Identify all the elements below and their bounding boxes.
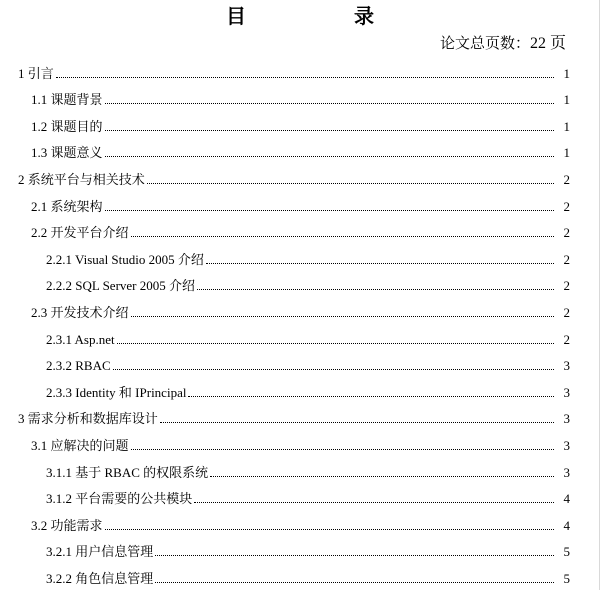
toc-entry[interactable]	[0, 244, 600, 271]
dot-leader	[105, 156, 554, 157]
toc-entry-label: 3.1 应解决的问题	[31, 437, 129, 453]
toc-entry[interactable]	[0, 111, 600, 138]
toc-entry[interactable]	[0, 377, 600, 404]
toc-entry-label: 1 引言	[18, 65, 54, 81]
toc-entry-label: 2 系统平台与相关技术	[18, 171, 145, 187]
toc-entry-label: 2.2.1 Visual Studio 2005 介绍	[46, 251, 204, 267]
toc-entry[interactable]	[0, 85, 600, 112]
dot-leader	[105, 210, 554, 211]
toc-entry-label: 2.2.2 SQL Server 2005 介绍	[46, 278, 196, 294]
dot-leader	[147, 183, 554, 184]
dot-leader	[210, 476, 554, 477]
toc-entry-page: 2	[563, 225, 570, 241]
toc-entry[interactable]	[0, 563, 600, 590]
toc-entry-page: 3	[563, 411, 570, 427]
toc-entry-label: 2.2 开发平台介绍	[31, 225, 129, 241]
toc-entry-page: 2	[563, 198, 570, 214]
toc-entry-page: 3	[563, 464, 570, 480]
toc-entry-label: 1.1 课题背景	[31, 92, 103, 108]
toc-entry-label: 2.3 开发技术介绍	[31, 304, 129, 320]
toc-entry-page: 5	[563, 544, 570, 560]
dot-leader	[105, 103, 554, 104]
toc-entry-page: 4	[563, 517, 570, 533]
toc-entry[interactable]	[0, 191, 600, 218]
dot-leader	[131, 316, 554, 317]
dot-leader	[56, 77, 554, 78]
dot-leader	[113, 369, 554, 370]
toc-entry[interactable]	[0, 138, 600, 165]
toc-entry-label: 3.1.1 基于 RBAC 的权限系统	[46, 464, 209, 480]
toc-entry[interactable]	[0, 351, 600, 378]
dot-leader	[188, 396, 554, 397]
table-of-contents	[0, 58, 600, 590]
toc-entry[interactable]	[0, 58, 600, 85]
toc-entry-page: 2	[563, 251, 570, 267]
toc-entry[interactable]	[0, 218, 600, 245]
toc-entry[interactable]	[0, 164, 600, 191]
page-count-value: 22 页	[529, 35, 566, 52]
toc-entry-page: 5	[563, 570, 570, 586]
toc-entry-page: 3	[563, 384, 570, 400]
toc-entry-label: 1.3 课题意义	[31, 145, 103, 161]
toc-entry[interactable]	[0, 430, 600, 457]
page-count	[440, 33, 566, 54]
toc-entry-label: 2.3.3 Identity 和 IPrincipal	[46, 384, 187, 400]
toc-entry-page: 2	[563, 171, 570, 187]
toc-entry-label: 3 需求分析和数据库设计	[18, 411, 158, 427]
dot-leader	[160, 422, 554, 423]
toc-entry-label: 1.2 课题目的	[31, 118, 103, 134]
dot-leader	[105, 529, 554, 530]
dot-leader	[117, 343, 554, 344]
toc-entry-page: 1	[563, 118, 570, 134]
toc-entry[interactable]	[0, 271, 600, 298]
toc-entry-page: 3	[563, 358, 570, 374]
dot-leader	[155, 555, 554, 556]
toc-entry-label: 2.1 系统架构	[31, 198, 103, 214]
toc-entry-label: 3.1.2 平台需要的公共模块	[46, 491, 193, 507]
toc-entry-page: 1	[563, 145, 570, 161]
toc-entry-page: 1	[563, 92, 570, 108]
toc-entry-page: 3	[563, 437, 570, 453]
toc-entry[interactable]	[0, 297, 600, 324]
toc-title: 目 录	[226, 4, 418, 28]
toc-entry[interactable]	[0, 484, 600, 511]
dot-leader	[197, 289, 554, 290]
page-count-label: 论文总页数：	[439, 34, 530, 52]
toc-entry-label: 3.2 功能需求	[31, 517, 103, 533]
toc-entry-page: 1	[563, 65, 570, 81]
toc-entry[interactable]	[0, 510, 600, 537]
toc-entry-label: 3.2.1 用户信息管理	[46, 544, 154, 560]
toc-entry-label: 2.3.2 RBAC	[46, 358, 111, 374]
toc-entry[interactable]	[0, 404, 600, 431]
dot-leader	[131, 236, 554, 237]
toc-entry[interactable]	[0, 457, 600, 484]
toc-entry-label: 2.3.1 Asp.net	[46, 331, 115, 347]
toc-entry-page: 2	[563, 331, 570, 347]
dot-leader	[155, 582, 554, 583]
toc-entry-page: 4	[563, 491, 570, 507]
toc-entry-page: 2	[563, 278, 570, 294]
dot-leader	[194, 502, 554, 503]
dot-leader	[206, 263, 554, 264]
dot-leader	[131, 449, 554, 450]
toc-entry[interactable]	[0, 324, 600, 351]
toc-entry[interactable]	[0, 537, 600, 564]
toc-entry-label: 3.2.2 角色信息管理	[46, 570, 154, 586]
dot-leader	[105, 130, 554, 131]
toc-entry-page: 2	[563, 304, 570, 320]
